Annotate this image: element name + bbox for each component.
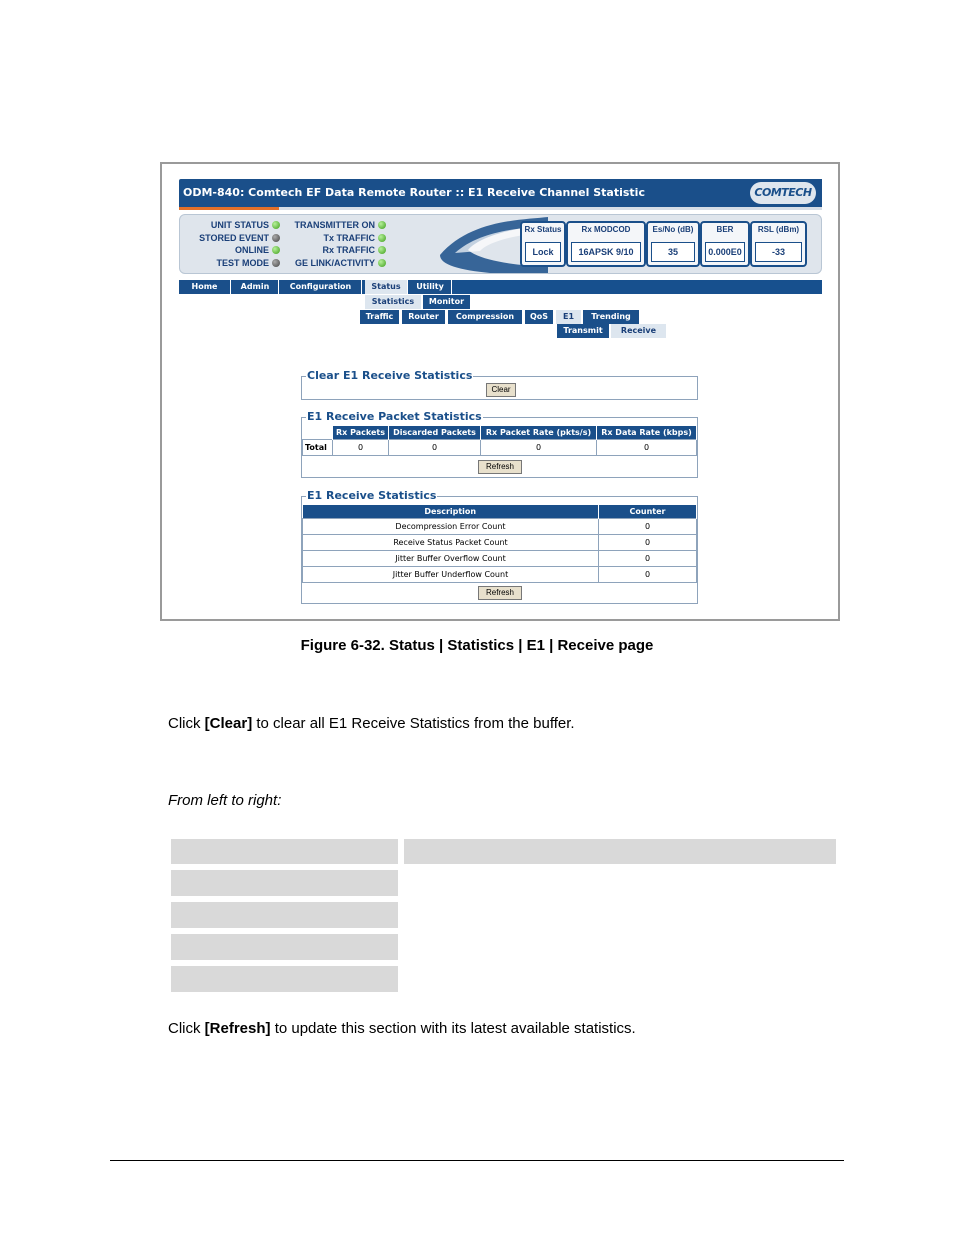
meter-rx-modcod — [566, 221, 646, 267]
title-bar — [179, 179, 822, 207]
clear-button[interactable]: Clear — [486, 383, 516, 397]
tab-trending[interactable]: Trending — [583, 310, 640, 324]
meter-value: -33 — [755, 242, 802, 262]
meter-label: RSL (dBm) — [757, 225, 800, 234]
table-cell: Total — [303, 440, 333, 456]
led-label: TRANSMITTER ON — [294, 220, 375, 230]
tab-compression[interactable]: Compression — [448, 310, 523, 324]
table-cell: Jitter Buffer Underflow Count — [303, 567, 599, 583]
text-run: Click — [168, 715, 205, 732]
web-ui — [179, 179, 822, 597]
packet-stats-group — [301, 410, 698, 478]
led-transmitter-on — [284, 220, 386, 233]
led-label: UNIT STATUS — [210, 220, 269, 230]
table-cell: 0 — [333, 440, 389, 456]
led-green-icon — [378, 246, 386, 254]
table-cell: 0 — [481, 440, 597, 456]
meter-rx-status — [520, 221, 566, 267]
meter-label: BER — [716, 225, 734, 234]
meter-value: 0.000E0 — [705, 242, 745, 262]
table-cell: Receive Status Packet Count — [303, 535, 599, 551]
text-bold: [Clear] — [204, 715, 253, 732]
text-run: to update this section with its latest available statistics. — [270, 1020, 636, 1037]
led-label: GE LINK/ACTIVITY — [294, 257, 375, 268]
group-legend: E1 Receive Statistics — [307, 489, 437, 502]
clear-stats-group — [301, 369, 698, 400]
tab-monitor[interactable]: Monitor — [423, 295, 471, 309]
table-cell: 0 — [389, 440, 481, 456]
table-cell: 0 — [599, 567, 697, 583]
table-header-cell — [303, 426, 333, 440]
led-label: STORED EVENT — [199, 232, 269, 243]
meter-rsl — [750, 221, 807, 267]
meter-label: Rx MODCOD — [581, 225, 631, 234]
table-cell: Jitter Buffer Overflow Count — [303, 551, 599, 567]
led-label: Tx TRAFFIC — [323, 232, 375, 243]
led-label: Rx TRAFFIC — [322, 245, 375, 255]
led-green-icon — [272, 221, 280, 229]
tab-status[interactable]: Status — [365, 280, 408, 294]
meter-esno — [646, 221, 700, 267]
meter-ber — [700, 221, 750, 267]
meter-value: 35 — [651, 242, 695, 262]
table-row — [303, 440, 697, 456]
led-label: ONLINE — [234, 245, 269, 255]
tab-statistics[interactable]: Statistics — [365, 295, 422, 309]
table-cell: 0 — [599, 535, 697, 551]
table-cell-placeholder — [171, 902, 398, 928]
led-label: TEST MODE — [216, 257, 269, 268]
tab-receive[interactable]: Receive — [611, 324, 667, 338]
comtech-logo: COMTECH — [750, 182, 816, 204]
tab-utility[interactable]: Utility — [409, 280, 452, 294]
led-unit-status — [184, 220, 280, 233]
group-legend: Clear E1 Receive Statistics — [307, 369, 473, 382]
led-green-icon — [378, 234, 386, 242]
table-cell-placeholder — [171, 870, 398, 896]
tab-qos[interactable]: QoS — [525, 310, 554, 324]
accent-bar — [179, 207, 822, 210]
led-green-icon — [272, 246, 280, 254]
table-cell: 0 — [599, 519, 697, 535]
main-nav — [179, 280, 822, 294]
table-header-placeholder — [171, 839, 398, 864]
table-header-cell: Rx Packet Rate (pkts/s) — [481, 426, 597, 440]
led-online — [184, 245, 280, 258]
text-bold: [Refresh] — [204, 1020, 271, 1037]
table-header-cell: Rx Packets — [333, 426, 389, 440]
table-header-cell: Counter — [599, 505, 697, 519]
group-legend: E1 Receive Packet Statistics — [307, 410, 482, 423]
meter-value: Lock — [525, 242, 561, 262]
led-green-icon — [378, 259, 386, 267]
figure-caption: Figure 6-32. Status | Statistics | E1 | Receive page — [300, 637, 654, 654]
table-header-cell: Description — [303, 505, 599, 519]
led-stored-event — [184, 233, 280, 246]
led-column-left — [184, 220, 280, 270]
table-header-cell: Discarded Packets — [389, 426, 481, 440]
led-rx-traffic — [284, 245, 386, 258]
footer-rule — [110, 1160, 844, 1161]
receive-stats-group — [301, 489, 698, 604]
table-cell: 0 — [597, 440, 697, 456]
table-row — [303, 535, 697, 551]
text-run: to clear all E1 Receive Statistics from the buffer. — [252, 715, 575, 732]
tab-e1[interactable]: E1 — [556, 310, 582, 324]
tab-configuration[interactable]: Configuration — [280, 280, 362, 294]
led-tx-traffic — [284, 233, 386, 246]
table-cell: Decompression Error Count — [303, 519, 599, 535]
table-cell-placeholder — [171, 966, 398, 992]
packet-stats-table — [302, 426, 697, 456]
meter-value: 16APSK 9/10 — [571, 242, 641, 262]
led-column-right — [284, 220, 386, 270]
meter-label: Es/No (dB) — [652, 225, 694, 234]
tab-router[interactable]: Router — [402, 310, 446, 324]
led-ge-link — [284, 258, 386, 271]
table-row — [303, 519, 697, 535]
paragraph-refresh — [168, 1020, 636, 1037]
tab-home[interactable]: Home — [179, 280, 231, 294]
table-header-cell: Rx Data Rate (kbps) — [597, 426, 697, 440]
led-gray-icon — [272, 259, 280, 267]
table-cell: 0 — [599, 551, 697, 567]
table-header-row — [303, 505, 697, 519]
text-run: Click — [168, 1020, 205, 1037]
refresh-stats-button[interactable]: Refresh — [478, 586, 522, 600]
paragraph-left-to-right: From left to right: — [168, 792, 282, 809]
led-green-icon — [378, 221, 386, 229]
receive-stats-table — [302, 505, 697, 583]
paragraph-clear — [168, 715, 575, 732]
table-row — [303, 551, 697, 567]
window-title: ODM-840: Comtech EF Data Remote Router :: E1 Receive Channel Statistic — [183, 186, 645, 199]
tab-traffic[interactable]: Traffic — [360, 310, 400, 324]
table-header-placeholder — [404, 839, 836, 864]
table-header-row — [303, 426, 697, 440]
table-row — [303, 567, 697, 583]
tab-admin[interactable]: Admin — [232, 280, 279, 294]
sub-nav-area — [179, 294, 822, 339]
tab-transmit[interactable]: Transmit — [557, 324, 610, 338]
table-cell-placeholder — [171, 934, 398, 960]
meter-label: Rx Status — [524, 225, 562, 234]
figure-screenshot — [160, 162, 840, 621]
led-gray-icon — [272, 234, 280, 242]
led-test-mode — [184, 258, 280, 271]
status-panel — [179, 214, 822, 274]
refresh-packet-button[interactable]: Refresh — [478, 460, 522, 474]
